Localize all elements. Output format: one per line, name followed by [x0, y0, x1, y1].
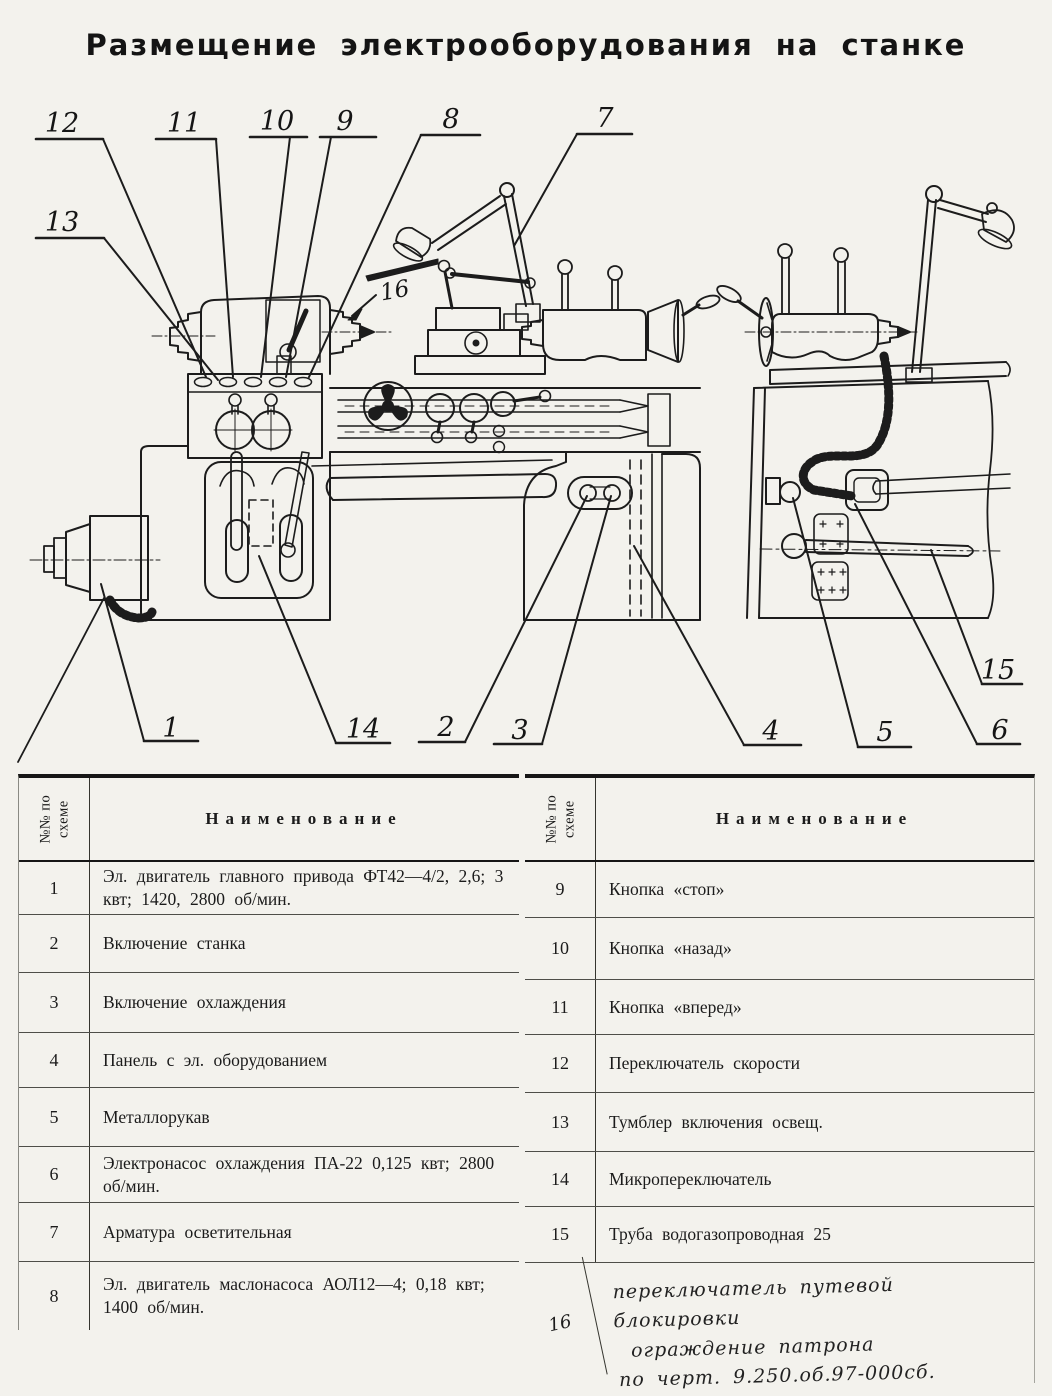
table-row: 9 Кнопка «стоп»: [525, 862, 1034, 918]
left-cabinet: [141, 446, 330, 620]
table-row: 10 Кнопка «назад»: [525, 918, 1034, 980]
tailstock-end: [715, 244, 920, 366]
table-row: 4 Панель с эл. оборудованием: [19, 1033, 519, 1088]
table-row: 2 Включение станка: [19, 915, 519, 973]
parts-table-left: [18, 774, 519, 1330]
num-header: №№ по схеме: [525, 778, 596, 860]
table-row: 7 Арматура осветительная: [19, 1203, 519, 1262]
table-row: 13 Тумблер включения освещ.: [525, 1093, 1034, 1152]
callout-label-5: 5: [876, 717, 894, 748]
callout-label-11: 11: [166, 108, 202, 139]
table-row: 11 Кнопка «вперед»: [525, 980, 1034, 1035]
table-row: 12 Переключатель скорости: [525, 1035, 1034, 1093]
table-row: 15 Труба водогазопроводная 25: [525, 1207, 1034, 1263]
table-row: 5 Металлорукав: [19, 1088, 519, 1147]
table-row-handwritten: 16 переключатель путевой блокировки ограждение патрона по черт. 9.250.об.97-000сб.: [525, 1263, 1034, 1383]
callout-7: [514, 134, 632, 246]
callout-label-12: 12: [44, 108, 80, 139]
table-header: [525, 778, 1034, 862]
tailstock-front: [522, 260, 721, 362]
callout-label-3: 3: [511, 715, 529, 746]
lamp-front: [391, 183, 540, 322]
callouts: [36, 134, 1022, 747]
handwritten-note: переключатель путевой блокировки ограждение патрона по черт. 9.250.об.97-000сб.: [612, 1273, 936, 1392]
callout-5: [793, 498, 911, 747]
name-header: Наименование: [715, 808, 914, 828]
callout-label-6: 6: [991, 715, 1009, 746]
end-cabinet: [747, 356, 1010, 618]
callout-10: [250, 137, 307, 377]
table-row: 14 Микропереключатель: [525, 1152, 1034, 1207]
apron-controls: [364, 382, 551, 453]
callout-label-15: 15: [980, 655, 1016, 686]
lamp-end: [906, 186, 1014, 382]
num-header: №№ по схеме: [19, 778, 90, 860]
callout-label-2: 2: [437, 712, 455, 743]
callout-label-10: 10: [259, 106, 295, 137]
end-view: [715, 186, 1014, 618]
table-row: 3 Включение охлаждения: [19, 973, 519, 1033]
table-row: 6 Электронасос охлаждения ПА-22 0,125 квт; 2800 об/мин.: [19, 1147, 519, 1203]
parts-table-right: [525, 774, 1035, 1392]
page-title: Размещение электрооборудования на станке: [85, 28, 967, 62]
middle-pedestal: [524, 452, 700, 620]
table-row: 8 Эл. двигатель маслонасоса АОЛ12—4; 0,18 квт; 1400 об/мин.: [19, 1262, 519, 1330]
callout-label-8: 8: [442, 104, 460, 135]
front-view: [18, 183, 721, 762]
callout-label-9: 9: [336, 106, 354, 137]
callout-11: [156, 139, 233, 377]
name-header: Наименование: [205, 808, 403, 828]
table-row: 1 Эл. двигатель главного привода ФТ42—4/2, 2,6; 3 квт; 1420, 2800 об/мин.: [19, 862, 519, 915]
callout-label-16: 16: [378, 275, 412, 307]
callout-label-13: 13: [44, 207, 80, 238]
callout-label-14: 14: [345, 714, 381, 745]
callout-6: [855, 504, 1020, 744]
chip-tray: [312, 460, 556, 500]
callout-label-4: 4: [762, 716, 780, 747]
callout-label-7: 7: [596, 103, 614, 134]
table-header: [19, 778, 519, 862]
carriage: [415, 261, 545, 375]
callout-8: [309, 135, 480, 377]
callout-label-1: 1: [162, 713, 180, 744]
